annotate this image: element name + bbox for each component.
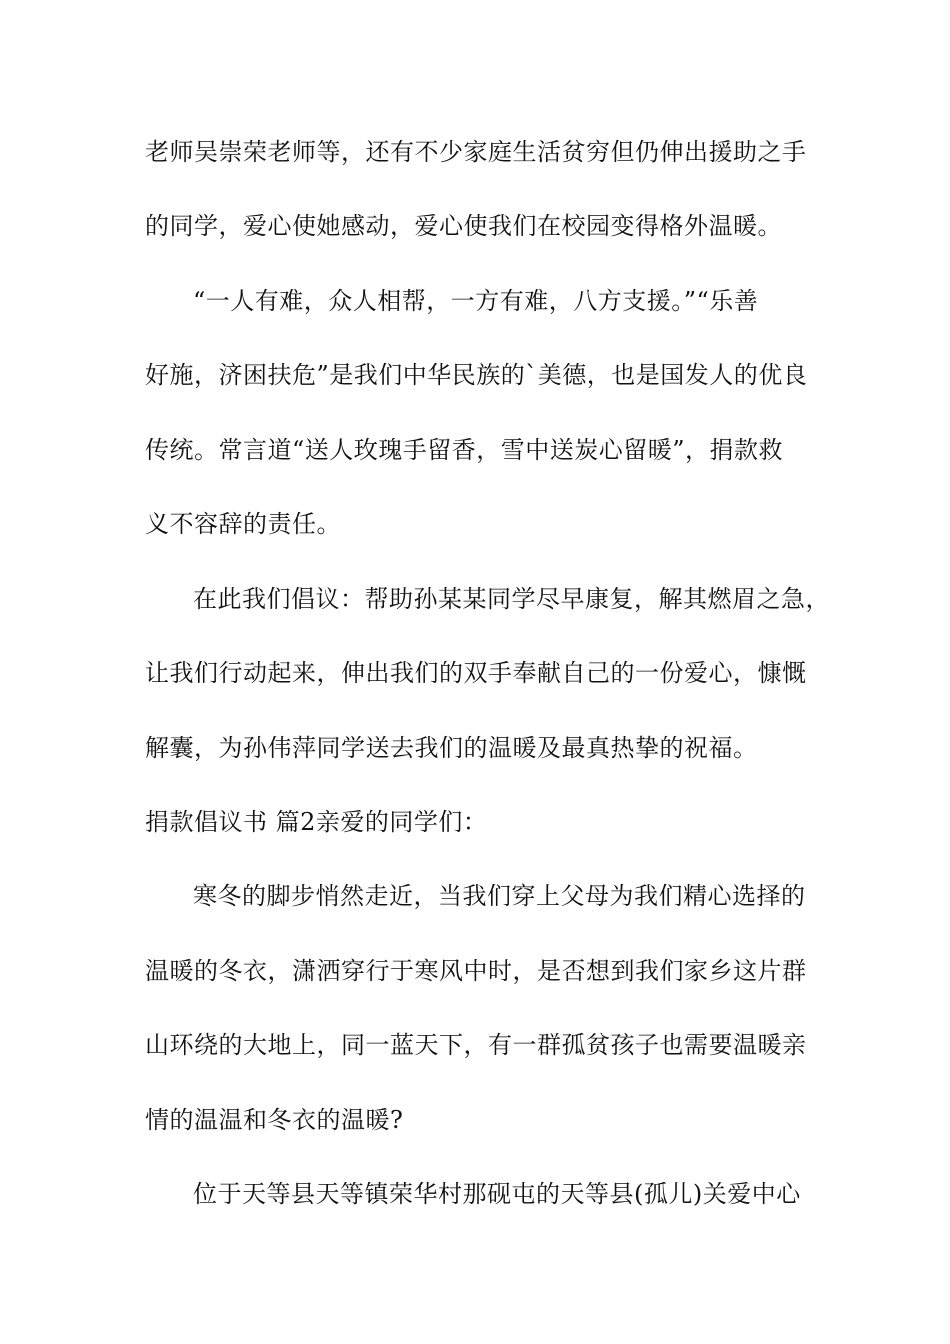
text-line: 山环绕的大地上，同一蓝天下，有一群孤贫孩子也需要温暖亲 [145, 1031, 807, 1059]
text-line: 的同学，爱心使她感动，爱心使我们在校园变得格外温暖。 [145, 212, 782, 240]
text-line: 解囊，为孙伟萍同学送去我们的温暖及最真热挚的祝福。 [145, 734, 758, 762]
text-line: 在此我们倡议：帮助孙某某同学尽早康复，解其燃眉之急， [193, 585, 830, 613]
text-line: 温暖的冬衣，潇洒穿行于寒风中时，是否想到我们家乡这片群 [145, 957, 807, 985]
text-line: 好施，济困扶危”是我们中华民族的`美德，也是国发人的优良 [145, 361, 808, 389]
text-line: 义不容辞的责任。 [145, 510, 341, 538]
text-line: 寒冬的脚步悄然走近，当我们穿上父母为我们精心选择的 [193, 882, 806, 910]
text-line: “一人有难，众人相帮，一方有难，八方支援。”“乐善 [193, 287, 759, 315]
text-line: 传统。常言道“送人玫瑰手留香，雪中送炭心留暖”，捐款救 [145, 436, 784, 464]
text-line: 让我们行动起来，伸出我们的双手奉献自己的一份爱心，慷慨 [145, 659, 807, 687]
section-heading: 捐款倡议书 篇2亲爱的同学们： [145, 808, 488, 836]
text-line: 情的温温和冬衣的温暖? [145, 1106, 404, 1134]
text-line: 老师吴崇荣老师等，还有不少家庭生活贫穷但仍伸出援助之手 [145, 138, 807, 166]
text-line: 位于天等县天等镇荣华村那砚屯的天等县(孤儿)关爱中心 [193, 1180, 801, 1208]
